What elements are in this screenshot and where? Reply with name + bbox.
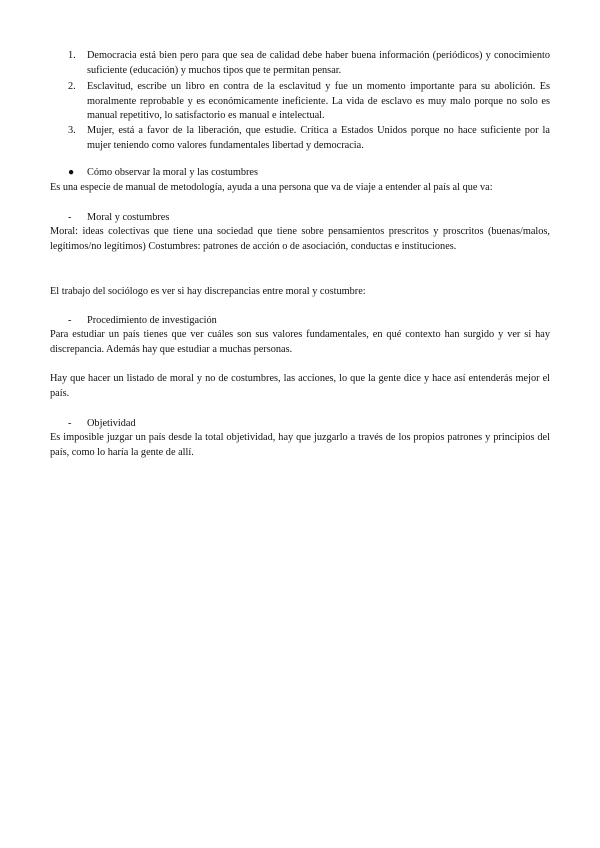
subsection-heading-text: Moral y costumbres (87, 212, 170, 223)
paragraph-sociologist: El trabajo del sociólogo es ver si hay discrepancias entre moral y costumbre: (50, 286, 366, 297)
item-text: Democracia está bien pero para que sea de calidad debe haber buena información (periódicos) y conocimiento suficiente (educación) y muchos tipos que te permitan pensar. (87, 50, 550, 76)
item-number: 1. (68, 50, 76, 61)
section-heading-text: Cómo observar la moral y las costumbres (87, 167, 259, 178)
subsection-heading-text: Procedimiento de investigación (87, 315, 217, 326)
dash-marker: - (68, 418, 72, 429)
bullet-marker: ● (68, 167, 75, 178)
subsection-body-moral: Moral: ideas colectivas que tiene una sociedad que tiene sobre pensamientos prescritos y proscritos (buenas/malos, legítimos/no legítimos) Costumbres: patrones de acción o de asociación, conductas e instituciones. (50, 226, 550, 252)
item-number: 2. (68, 81, 76, 92)
subsection-heading-text: Objetividad (87, 418, 136, 429)
item-number: 3. (68, 125, 76, 136)
subsection-body-objetividad: Es imposible juzgar un país desde la total objetividad, hay que juzgarlo a través de los propios patrones y principios del país, como lo haría la gente de allí. (50, 432, 550, 458)
subsection-body-procedimiento: Para estudiar un país tienes que ver cuáles son sus valores fundamentales, en qué contexto han surgido y ver si hay discrepancia. Además hay que estudiar a muchas personas. (50, 329, 550, 355)
item-text: Mujer, está a favor de la liberación, que estudie. Crítica a Estados Unidos porque no hace suficiente por la mujer teniendo como valores fundamentales libertad y democracia. (87, 125, 550, 151)
item-text: Esclavitud, escribe un libro en contra de la esclavitud y fue un momento importante para su abolición. Es moralmente reprobable y es económicamente ineficiente. La vida de esclavo es muy malo porque no solo es manual repetitivo, lo satisfactorio es manual e intelectual. (87, 81, 550, 121)
dash-marker: - (68, 212, 72, 223)
dash-marker: - (68, 315, 72, 326)
intro-paragraph: Es una especie de manual de metodología, ayuda a una persona que va de viaje a entender al país al que va: (50, 182, 493, 193)
paragraph-listado: Hay que hacer un listado de moral y no de costumbres, las acciones, lo que la gente dice y hace así entenderás mejor el país. (50, 373, 550, 399)
